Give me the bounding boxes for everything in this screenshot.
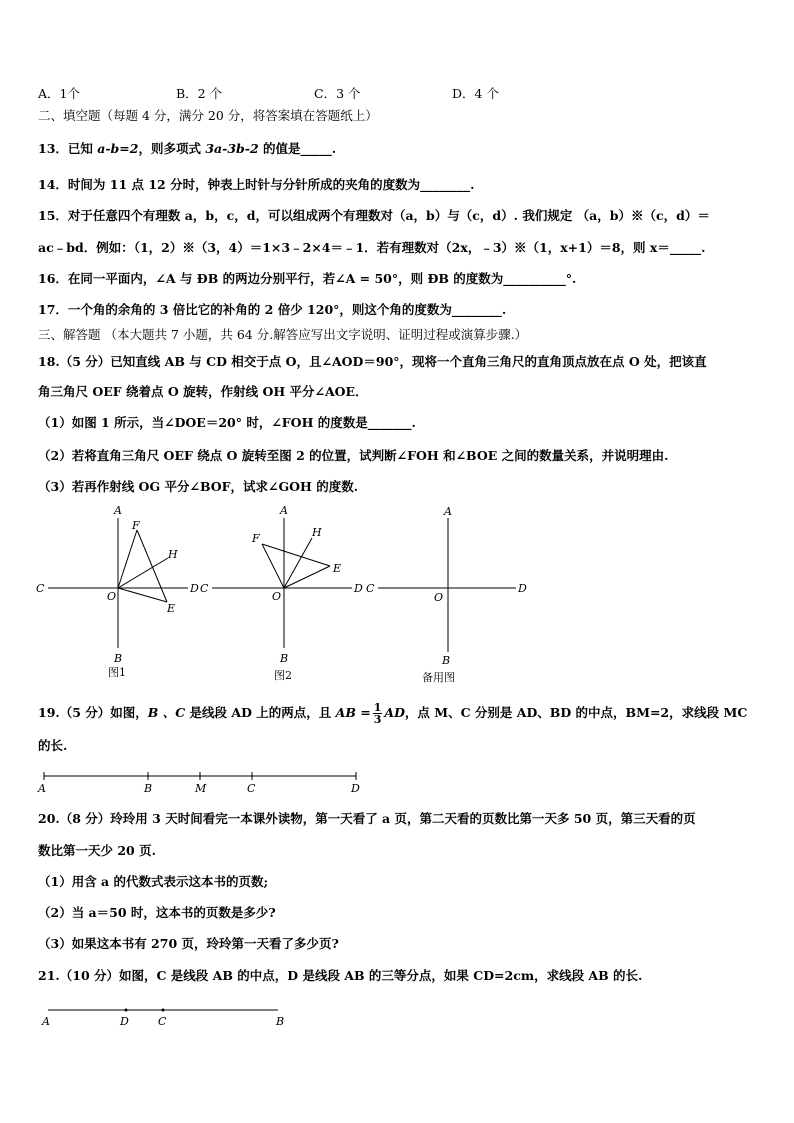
fig1-segment-fe	[137, 530, 167, 602]
fig2-segment-fe	[262, 544, 330, 566]
figure-19	[37, 772, 360, 795]
fig1-label-b: B	[114, 652, 123, 665]
question-15-line1: 15．对于任意四个有理数 a，b，c，d，可以组成两个有理数对（a，b）与（c，d）. 我们规定 （a，b）※（c，d）＝	[38, 208, 710, 223]
fig1-label-o: O	[107, 590, 117, 603]
question-20-line2: 数比第一天少 20 页.	[38, 843, 156, 858]
question-20-line1: 20.（8 分）玲玲用 3 天时间看完一本课外读物，第一天看了 a 页，第二天看的页数比第一天多 50 页，第三天看的页	[38, 811, 696, 826]
fig3-label-d: D	[518, 582, 527, 595]
option-d: D．4 个	[452, 86, 499, 101]
fig3-label-c: C	[366, 582, 375, 595]
fig19-label-b: B	[144, 782, 153, 795]
fig3-caption: 备用图	[422, 671, 455, 684]
q19-frac-den: 3	[373, 713, 382, 726]
question-18-part1: （1）如图 1 所示，当∠DOE＝20° 时，∠FOH 的度数是_______.	[38, 415, 416, 430]
q13-pre: 已知	[67, 141, 98, 156]
q19-pre: 19.（5 分）如图，	[38, 705, 148, 720]
fig21-point-c	[162, 1009, 165, 1012]
fig3-label-b: B	[442, 654, 451, 667]
fig2-label-a: A	[280, 504, 288, 517]
fig1-ray-of	[118, 530, 137, 588]
q19-mid: 是线段 AD 上的两点，且	[185, 705, 336, 720]
fig1-ray-oh	[118, 558, 168, 588]
fig2-ray-of	[262, 544, 284, 588]
fig2-caption: 图2	[274, 669, 292, 682]
q13-expr2: 3a-3b-2	[205, 141, 259, 156]
fig19-label-d: D	[351, 782, 360, 795]
fig3-label-o: O	[434, 591, 444, 604]
q19-post: ，点 M、C 分别是 AD、BD 的中点，BM=2，求线段 MC	[404, 705, 748, 720]
fig19-label-c: C	[247, 782, 256, 795]
q19-ad: AD	[384, 705, 405, 720]
q13-expr1: a-b=2	[97, 141, 139, 156]
fig1-label-h: H	[168, 548, 178, 561]
question-20-part1: （1）用含 a 的代数式表示这本书的页数;	[38, 874, 269, 889]
figure-21	[41, 1009, 284, 1029]
fig2-label-c: C	[200, 582, 209, 595]
option-b: B．2 个	[176, 86, 223, 101]
fig2-label-f: F	[252, 532, 260, 545]
fig1-label-a: A	[114, 504, 122, 517]
fig1-label-c: C	[36, 582, 45, 595]
q19-eq: AB =	[335, 705, 371, 720]
question-15-line2: ac﹣bd．例如：（1，2）※（3，4）＝1×3﹣2×4＝﹣1．若有理数对（2x，﹣3）※（1，x+1）＝8，则 x＝_____.	[38, 240, 706, 255]
question-17: 17．一个角的余角的 3 倍比它的补角的 2 倍少 120°，则这个角的度数为________.	[38, 302, 507, 317]
fig1-label-f: F	[132, 519, 140, 532]
question-18-part2: （2）若将直角三角尺 OEF 绕点 O 旋转至图 2 的位置，试判断∠FOH 和∠BOE 之间的数量关系，并说明理由.	[38, 448, 669, 463]
fig2-label-d: D	[354, 582, 363, 595]
question-18-line1: 18.（5 分）已知直线 AB 与 CD 相交于点 O，且∠AOD＝90°，现将一个直角三角尺的直角顶点放在点 O 处，把该直	[38, 354, 707, 369]
section3-heading: 三、解答题 （本大题共 7 小题，共 64 分.解答应写出文字说明、证明过程或演算步骤.）	[38, 327, 528, 342]
fig1-label-d: D	[190, 582, 199, 595]
fig19-label-a: A	[38, 782, 46, 795]
q13-num: 13．	[38, 141, 68, 156]
fig2-label-o: O	[272, 590, 282, 603]
q19-points: B 、C	[147, 705, 186, 720]
question-16: 16．在同一平面内，∠A 与 ÐB 的两边分别平行，若∠A = 50°，则 ÐB 的度数为__________°.	[38, 271, 577, 286]
fig1-label-e: E	[167, 602, 176, 615]
fig2-ray-oh	[284, 538, 312, 588]
fig21-label-a: A	[42, 1015, 50, 1028]
question-18-line2: 角三角尺 OEF 绕着点 O 旋转，作射线 OH 平分∠AOE．	[38, 384, 368, 399]
question-19-line1	[38, 702, 747, 725]
fig1-ray-oe	[118, 588, 167, 602]
question-14: 14．时间为 11 点 12 分时，钟表上时针与分针所成的夹角的度数为________.	[38, 177, 475, 192]
q13-post: 的值是_____.	[258, 141, 337, 156]
fig2-label-h: H	[312, 526, 322, 539]
fig21-label-d: D	[120, 1015, 129, 1028]
fig1-caption: 图1	[108, 666, 126, 679]
question-18-part3: （3）若再作射线 OG 平分∠BOF，试求∠GOH 的度数.	[38, 479, 359, 494]
q13-mid: ，则多项式	[138, 141, 206, 156]
option-c: C．3 个	[314, 86, 361, 101]
section2-heading: 二、填空题（每题 4 分，满分 20 分，将答案填在答题纸上）	[38, 108, 378, 123]
fig19-label-m: M	[195, 782, 207, 795]
fig3-label-a: A	[444, 505, 452, 518]
question-20-part3: （3）如果这本书有 270 页，玲玲第一天看了多少页?	[38, 936, 339, 951]
q19-fraction	[373, 702, 383, 725]
fig21-point-d	[125, 1009, 128, 1012]
question-20-part2: （2）当 a＝50 时，这本书的页数是多少?	[38, 905, 276, 920]
option-a: A．1个	[38, 86, 80, 101]
q19-frac-num: 1	[373, 701, 382, 714]
question-19-line2: 的长.	[38, 738, 68, 753]
fig21-label-c: C	[158, 1015, 167, 1028]
fig2-label-b: B	[280, 652, 289, 665]
question-21: 21.（10 分）如图，C 是线段 AB 的中点，D 是线段 AB 的三等分点，如果 CD=2cm，求线段 AB 的长.	[38, 968, 643, 983]
fig2-label-e: E	[333, 562, 342, 575]
fig2-ray-oe	[284, 566, 330, 588]
fig21-label-b: B	[276, 1015, 285, 1028]
